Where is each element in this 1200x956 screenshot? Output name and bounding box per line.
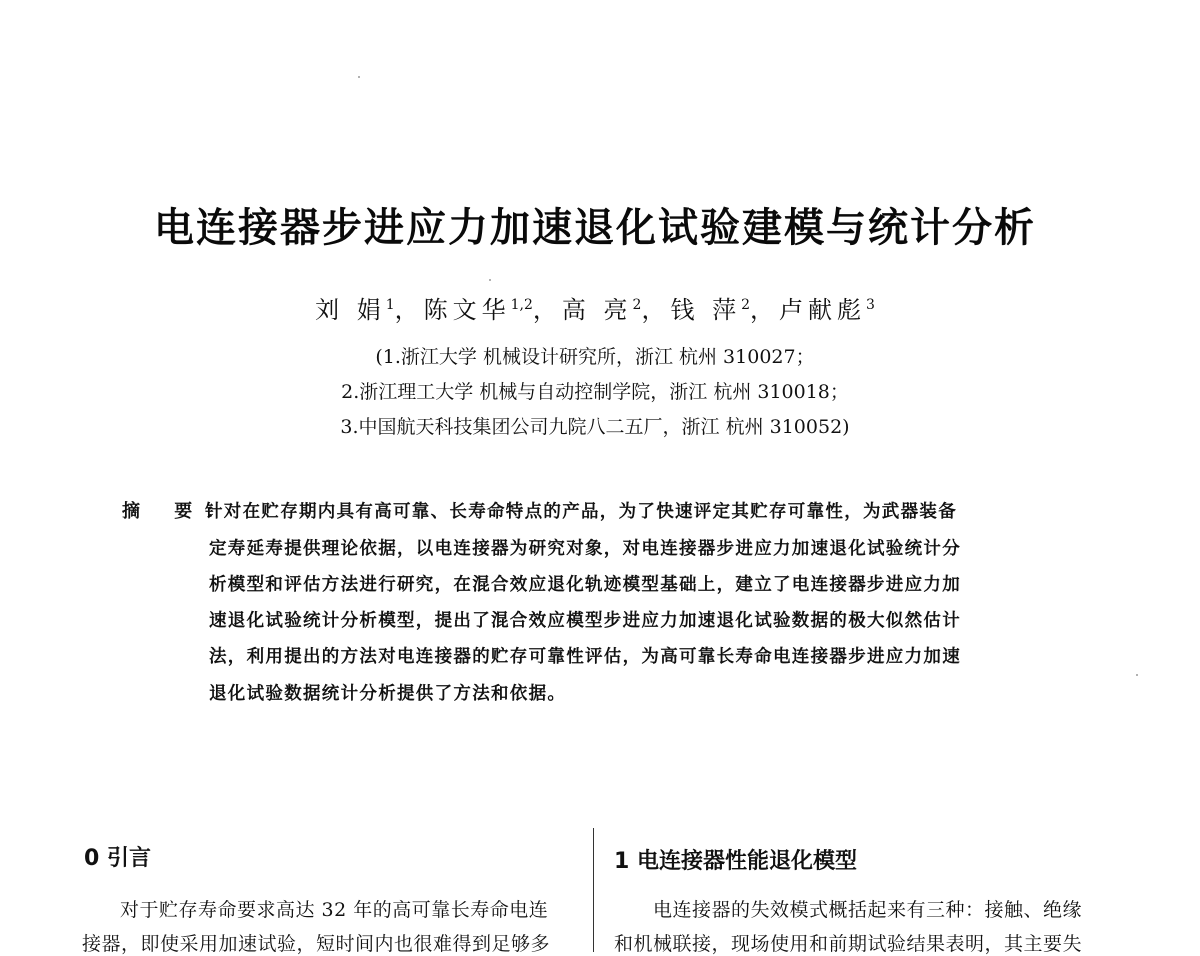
author-name: 高 亮: [561, 296, 633, 324]
section-heading: 1 电连接器性能退化模型: [614, 849, 857, 874]
author-name: 刘 娟: [315, 296, 386, 324]
abstract-line: 退化试验数据统计分析提供了方法和依据。: [209, 684, 567, 704]
abstract-line: 法，利用提出的方法对电连接器的贮存可靠性评估，为高可靠长寿命电连接器步进应力加速: [209, 647, 961, 667]
author-name: 卢献彪: [779, 296, 867, 324]
paper-title: 电连接器步进应力加速退化试验建模与统计分析: [154, 205, 1036, 251]
abstract-line: 针对在贮存期内具有高可靠、长寿命特点的产品，为了快速评定其贮存可靠性，为武器装备: [205, 502, 957, 522]
author-name: 钱 萍: [670, 296, 742, 324]
author-separator: ，: [532, 296, 562, 324]
body-line: 接器，即使采用加速试验，短时间内也很难得到足够多: [82, 933, 551, 955]
author-separator: ，: [641, 296, 671, 324]
abstract-line: 析模型和评估方法进行研究，在混合效应退化轨迹模型基础上，建立了电连接器步进应力加: [209, 575, 961, 595]
author-affiliation-mark: 3: [866, 297, 875, 313]
abstract-line: 速退化试验统计分析模型，提出了混合效应模型步进应力加速退化试验数据的极大似然估计: [209, 611, 961, 631]
author-affiliation-mark: 2: [632, 297, 642, 313]
author-affiliation-mark: 1,2: [510, 297, 533, 313]
affiliation-line: 3.中国航天科技集团公司九院八二五厂，浙江 杭州 310052): [340, 416, 850, 438]
author-separator: ，: [750, 296, 780, 324]
abstract-line: 定寿延寿提供理论依据，以电连接器为研究对象，对电连接器步进应力加速退化试验统计分: [209, 539, 961, 559]
author-separator: ，: [394, 296, 424, 324]
affiliation-line: (1.浙江大学 机械设计研究所，浙江 杭州 310027；: [375, 346, 815, 368]
scan-speck: [358, 76, 360, 78]
author-affiliation-mark: 2: [741, 297, 751, 313]
affiliation-line: 2.浙江理工大学 机械与自动控制学院，浙江 杭州 310018；: [341, 381, 849, 403]
author-affiliation-mark: 1: [385, 297, 395, 313]
body-line: 电连接器的失效模式概括起来有三种：接触、绝缘: [653, 899, 1083, 921]
body-line: 对于贮存寿命要求高达 32 年的高可靠长寿命电连: [120, 899, 549, 921]
section-heading: 0 引言: [84, 846, 151, 871]
author-list: [0, 290, 1190, 325]
abstract-label: 摘 要：: [122, 501, 239, 522]
column-divider: [593, 828, 594, 952]
scan-speck: [1136, 674, 1138, 676]
scan-speck: [489, 279, 491, 281]
body-line: 和机械联接，现场使用和前期试验结果表明，其主要失: [614, 933, 1083, 955]
author-name: 陈文华: [423, 296, 511, 324]
